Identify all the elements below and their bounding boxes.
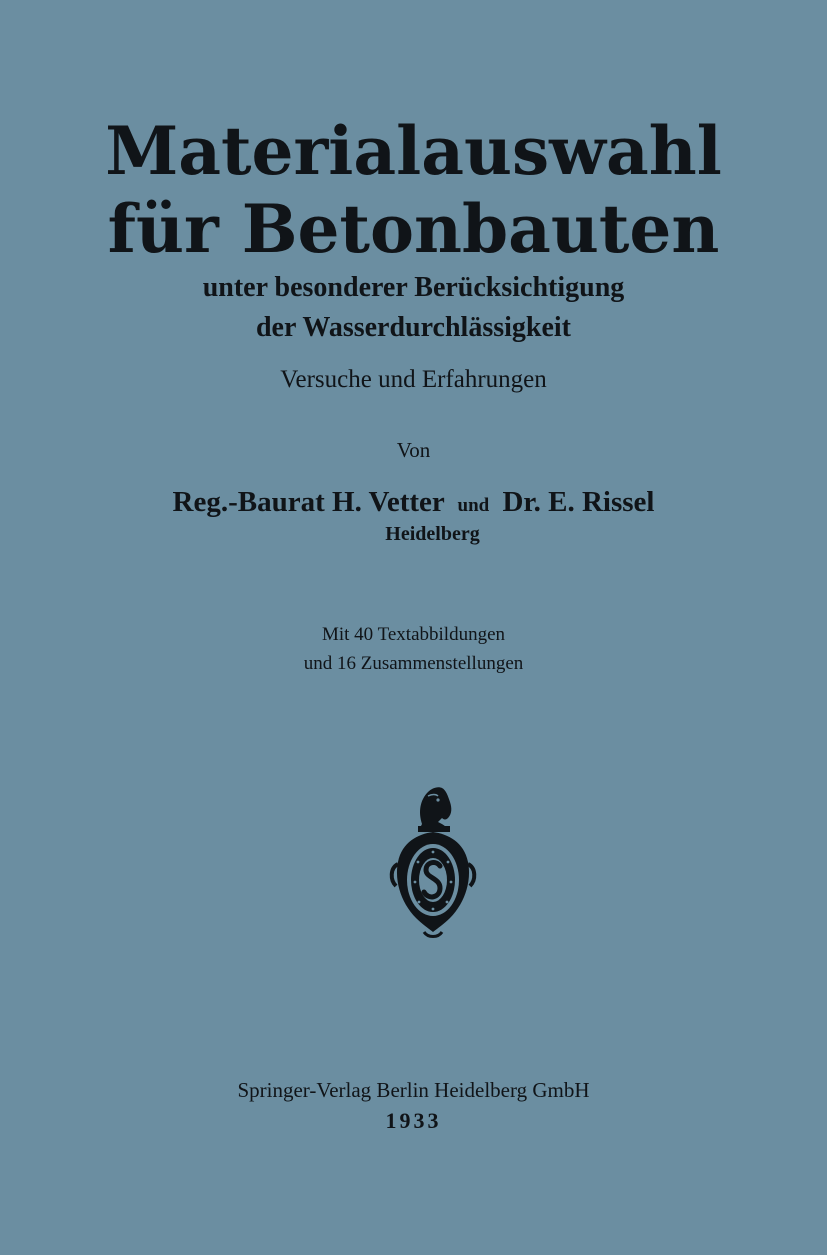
author-city: Heidelberg: [385, 523, 480, 545]
subtitle-line-1: unter besonderer Berücksichtigung: [202, 272, 625, 303]
springer-knight-logo-icon: [388, 782, 478, 942]
title-line-1: Materialauswahl: [105, 112, 722, 190]
and-label: und: [457, 495, 490, 516]
publication-year: 1933: [385, 1108, 442, 1133]
title-line-2: für Betonbauten: [107, 190, 720, 268]
subtitle-line-3: Versuche und Erfahrungen: [280, 366, 547, 393]
by-label: Von: [396, 438, 431, 462]
illustrations-line-2: und 16 Zusammenstellungen: [303, 653, 524, 674]
authors-line: [0, 486, 827, 519]
author-1: Reg.-Baurat H. Vetter: [172, 486, 445, 518]
subtitle-line-2: der Wasserdurchlässigkeit: [255, 312, 572, 343]
publisher-name: Springer-Verlag Berlin Heidelberg GmbH: [237, 1078, 590, 1102]
illustrations-line-1: Mit 40 Textabbildungen: [321, 624, 506, 645]
author-2: Dr. E. Rissel: [502, 486, 655, 518]
